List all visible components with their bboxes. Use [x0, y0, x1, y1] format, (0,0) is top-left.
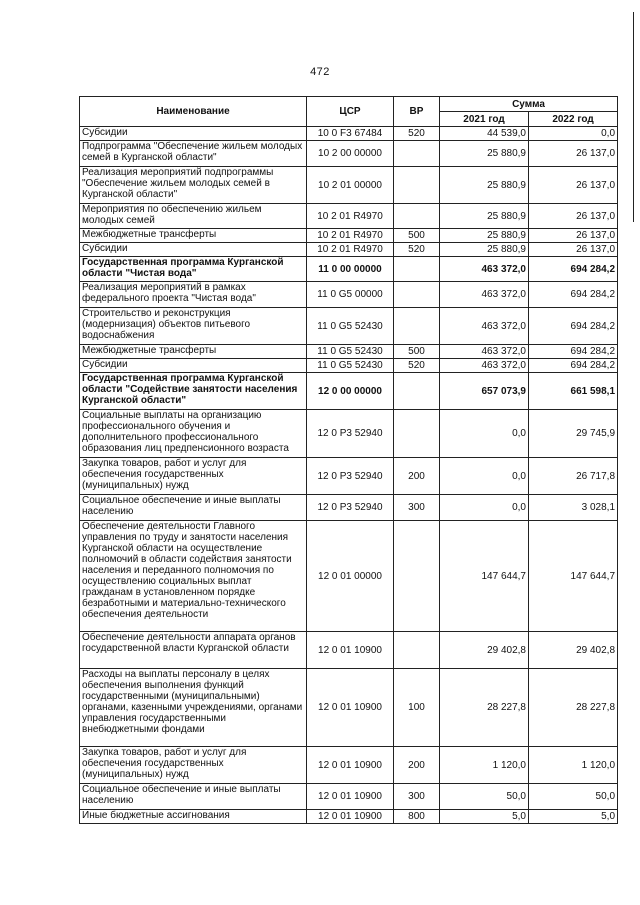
- table-row: [80, 410, 618, 458]
- row-name: Межбюджетные трансферты: [80, 345, 307, 359]
- row-amount-2021: 463 372,0: [440, 345, 529, 359]
- row-csr-code: 11 0 G5 52430: [307, 359, 394, 373]
- row-amount-2021: 25 880,9: [440, 229, 529, 243]
- row-csr-code: 12 0 00 00000: [307, 373, 394, 410]
- row-csr-code: 12 0 01 10900: [307, 784, 394, 810]
- row-amount-2022: 3 028,1: [529, 495, 618, 521]
- row-amount-2022: 694 284,2: [529, 308, 618, 345]
- row-amount-2021: 0,0: [440, 410, 529, 458]
- table-row: [80, 784, 618, 810]
- row-amount-2022: 694 284,2: [529, 257, 618, 282]
- row-csr-code: 10 2 01 R4970: [307, 204, 394, 229]
- row-vr-code: 100: [394, 669, 440, 747]
- row-vr-code: [394, 167, 440, 204]
- row-name: Субсидии: [80, 127, 307, 141]
- table-row: [80, 359, 618, 373]
- row-name: Обеспечение деятельности Главного управления по труду и занятости населения Курганской области на осуществление полномочий в области содействия занятости населения и переданного полномочия по осуществлению социальных выплат гражданам в установленном порядке безработными и материально-технического обеспечения деятельности: [80, 521, 307, 632]
- header-vr: ВР: [394, 97, 440, 127]
- row-amount-2022: 26 137,0: [529, 243, 618, 257]
- row-vr-code: [394, 410, 440, 458]
- row-amount-2021: 463 372,0: [440, 308, 529, 345]
- row-csr-code: 10 2 01 R4970: [307, 229, 394, 243]
- row-vr-code: [394, 204, 440, 229]
- row-amount-2021: 463 372,0: [440, 359, 529, 373]
- row-csr-code: 11 0 G5 52430: [307, 345, 394, 359]
- table-row: [80, 243, 618, 257]
- row-vr-code: 300: [394, 784, 440, 810]
- row-csr-code: 10 2 01 00000: [307, 167, 394, 204]
- row-vr-code: 500: [394, 229, 440, 243]
- row-csr-code: 12 0 01 10900: [307, 810, 394, 824]
- table-row: [80, 257, 618, 282]
- row-name: Расходы на выплаты персоналу в целях обеспечения выполнения функций государственными (муниципальными) органами, казенными учреждениями, органами управления государственными внебюджетными фондами: [80, 669, 307, 747]
- row-vr-code: [394, 632, 440, 669]
- budget-table: [79, 96, 618, 824]
- row-csr-code: 12 0 01 10900: [307, 669, 394, 747]
- row-vr-code: [394, 282, 440, 308]
- row-name: Государственная программа Курганской области "Содействие занятости населения Курганской области": [80, 373, 307, 410]
- row-amount-2021: 147 644,7: [440, 521, 529, 632]
- table-row: [80, 373, 618, 410]
- row-amount-2021: 463 372,0: [440, 282, 529, 308]
- row-amount-2022: 0,0: [529, 127, 618, 141]
- table-row: [80, 141, 618, 167]
- row-amount-2022: 28 227,8: [529, 669, 618, 747]
- table-row: [80, 204, 618, 229]
- row-amount-2021: 25 880,9: [440, 167, 529, 204]
- table-row: [80, 495, 618, 521]
- row-amount-2022: 50,0: [529, 784, 618, 810]
- header-name: Наименование: [80, 97, 307, 127]
- row-amount-2022: 147 644,7: [529, 521, 618, 632]
- header-sum: Сумма: [440, 97, 618, 112]
- row-name: Закупка товаров, работ и услуг для обеспечения государственных (муниципальных) нужд: [80, 747, 307, 784]
- row-name: Межбюджетные трансферты: [80, 229, 307, 243]
- row-csr-code: 11 0 G5 00000: [307, 282, 394, 308]
- table-row: [80, 810, 618, 824]
- row-name: Реализация мероприятий подпрограммы "Обеспечение жильем молодых семей в Курганской области": [80, 167, 307, 204]
- row-vr-code: [394, 141, 440, 167]
- row-vr-code: 500: [394, 345, 440, 359]
- row-amount-2022: 661 598,1: [529, 373, 618, 410]
- table-row: [80, 127, 618, 141]
- row-amount-2022: 1 120,0: [529, 747, 618, 784]
- row-vr-code: 200: [394, 458, 440, 495]
- row-vr-code: 300: [394, 495, 440, 521]
- row-amount-2021: 0,0: [440, 458, 529, 495]
- row-amount-2021: 463 372,0: [440, 257, 529, 282]
- row-csr-code: 11 0 G5 52430: [307, 308, 394, 345]
- scan-edge-line: [633, 12, 634, 222]
- row-csr-code: 12 0 P3 52940: [307, 410, 394, 458]
- row-amount-2021: 0,0: [440, 495, 529, 521]
- row-amount-2022: 29 402,8: [529, 632, 618, 669]
- table-body: [80, 127, 618, 824]
- row-vr-code: 520: [394, 243, 440, 257]
- row-amount-2022: 694 284,2: [529, 282, 618, 308]
- table-row: [80, 458, 618, 495]
- row-name: Субсидии: [80, 359, 307, 373]
- row-amount-2021: 1 120,0: [440, 747, 529, 784]
- row-name: Социальное обеспечение и иные выплаты населению: [80, 784, 307, 810]
- row-vr-code: [394, 257, 440, 282]
- row-csr-code: 10 2 01 R4970: [307, 243, 394, 257]
- row-name: Подпрограмма "Обеспечение жильем молодых семей в Курганской области": [80, 141, 307, 167]
- row-amount-2021: 25 880,9: [440, 243, 529, 257]
- row-vr-code: [394, 308, 440, 345]
- row-name: Закупка товаров, работ и услуг для обеспечения государственных (муниципальных) нужд: [80, 458, 307, 495]
- table-row: [80, 632, 618, 669]
- row-amount-2022: 26 717,8: [529, 458, 618, 495]
- row-csr-code: 12 0 01 00000: [307, 521, 394, 632]
- row-vr-code: 800: [394, 810, 440, 824]
- header-year-2021: 2021 год: [440, 112, 529, 127]
- row-vr-code: 520: [394, 359, 440, 373]
- row-vr-code: [394, 373, 440, 410]
- header-csr: ЦСР: [307, 97, 394, 127]
- row-vr-code: 520: [394, 127, 440, 141]
- row-vr-code: [394, 521, 440, 632]
- row-name: Строительство и реконструкция (модернизация) объектов питьевого водоснабжения: [80, 308, 307, 345]
- row-amount-2022: 26 137,0: [529, 167, 618, 204]
- row-amount-2022: 29 745,9: [529, 410, 618, 458]
- row-name: Иные бюджетные ассигнования: [80, 810, 307, 824]
- table-row: [80, 282, 618, 308]
- row-amount-2022: 694 284,2: [529, 359, 618, 373]
- row-name: Обеспечение деятельности аппарата органов государственной власти Курганской области: [80, 632, 307, 669]
- row-amount-2021: 50,0: [440, 784, 529, 810]
- table-row: [80, 669, 618, 747]
- row-name: Государственная программа Курганской области "Чистая вода": [80, 257, 307, 282]
- row-amount-2022: 26 137,0: [529, 141, 618, 167]
- row-amount-2021: 28 227,8: [440, 669, 529, 747]
- row-amount-2022: 26 137,0: [529, 204, 618, 229]
- row-amount-2021: 44 539,0: [440, 127, 529, 141]
- page-number: 472: [310, 66, 330, 78]
- row-name: Реализация мероприятий в рамках федерального проекта "Чистая вода": [80, 282, 307, 308]
- row-csr-code: 12 0 01 10900: [307, 632, 394, 669]
- row-amount-2022: 5,0: [529, 810, 618, 824]
- table-row: [80, 229, 618, 243]
- row-amount-2022: 694 284,2: [529, 345, 618, 359]
- row-amount-2021: 5,0: [440, 810, 529, 824]
- row-csr-code: 12 0 P3 52940: [307, 495, 394, 521]
- row-amount-2021: 657 073,9: [440, 373, 529, 410]
- table-row: [80, 308, 618, 345]
- table-row: [80, 345, 618, 359]
- row-csr-code: 11 0 00 00000: [307, 257, 394, 282]
- row-name: Социальное обеспечение и иные выплаты населению: [80, 495, 307, 521]
- row-name: Мероприятия по обеспечению жильем молодых семей: [80, 204, 307, 229]
- table-row: [80, 167, 618, 204]
- row-name: Социальные выплаты на организацию профессионального обучения и дополнительного профессионального образования лиц предпенсионного возраста: [80, 410, 307, 458]
- row-amount-2022: 26 137,0: [529, 229, 618, 243]
- row-name: Субсидии: [80, 243, 307, 257]
- row-amount-2021: 25 880,9: [440, 141, 529, 167]
- row-csr-code: 10 2 00 00000: [307, 141, 394, 167]
- table-row: [80, 747, 618, 784]
- row-csr-code: 12 0 01 10900: [307, 747, 394, 784]
- row-csr-code: 12 0 P3 52940: [307, 458, 394, 495]
- header-year-2022: 2022 год: [529, 112, 618, 127]
- row-csr-code: 10 0 F3 67484: [307, 127, 394, 141]
- table-row: [80, 521, 618, 632]
- row-vr-code: 200: [394, 747, 440, 784]
- row-amount-2021: 29 402,8: [440, 632, 529, 669]
- row-amount-2021: 25 880,9: [440, 204, 529, 229]
